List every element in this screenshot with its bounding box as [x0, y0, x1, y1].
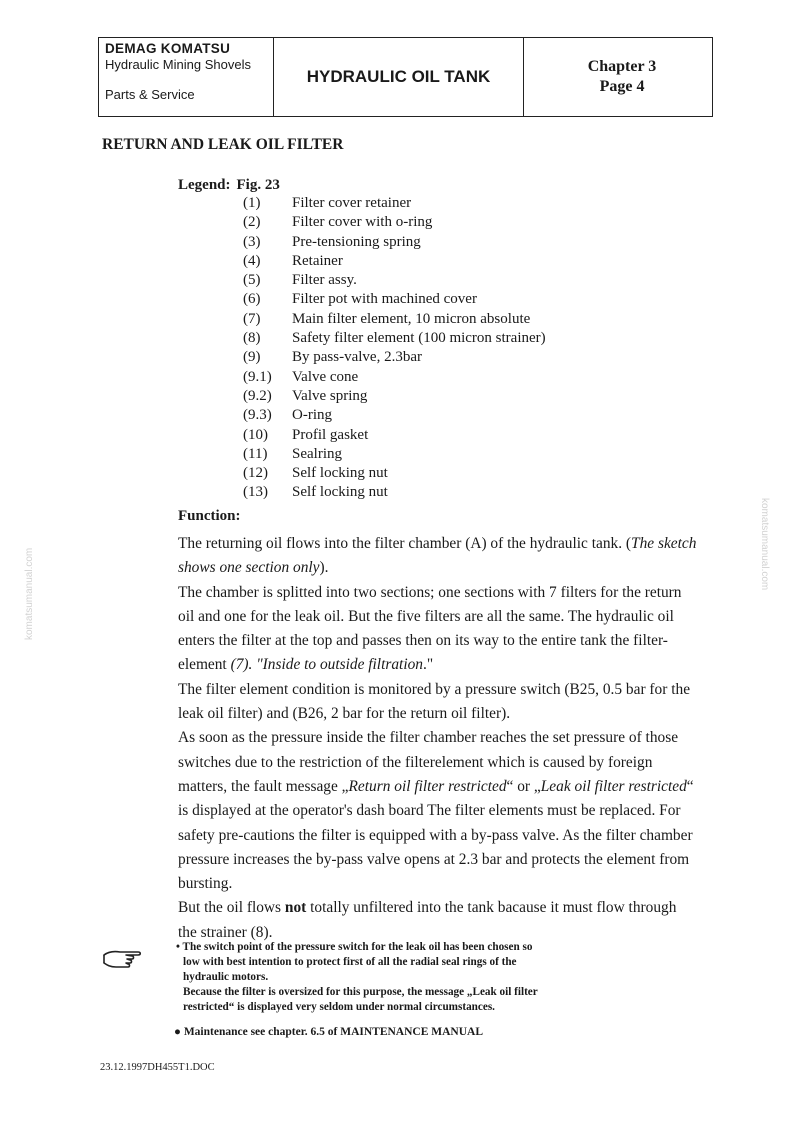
legend-item-number: (9.3)	[243, 407, 272, 424]
legend-item	[243, 271, 546, 290]
page-label: Page 4	[599, 78, 645, 95]
paragraph: The filter element condition is monitored by a pressure switch (B25, 0.5 bar for the leak oil filter) and (B26, 2 bar for the return oil filter).	[178, 680, 691, 723]
legend-item	[243, 310, 546, 329]
pointing-hand-icon	[102, 946, 144, 972]
legend-item-text: Main filter element, 10 micron absolute	[292, 310, 531, 327]
legend-item-text: Safety filter element (100 micron strainer)	[292, 330, 546, 347]
text-run: The returning oil flows into the filter chamber (A) of the hydraulic tank. (	[178, 535, 632, 552]
legend-item	[243, 483, 546, 502]
header-subtitle: Hydraulic Mining Shovels	[105, 57, 251, 72]
section-title: RETURN AND LEAK OIL FILTER	[102, 136, 344, 153]
legend-item-number: (12)	[243, 465, 268, 482]
legend-item-number: (7)	[243, 310, 261, 327]
legend-item-text: Valve cone	[292, 368, 359, 385]
legend-heading	[178, 177, 286, 194]
note-line: hydraulic motors.	[183, 971, 269, 983]
text-run: As soon as the pressure inside the filter chamber reaches the set pressure of those switches due to the restriction of the filterelement which is caused by foreign matters, the fault message „	[178, 729, 679, 795]
legend-item-number: (8)	[243, 330, 261, 347]
legend-item-number: (9)	[243, 349, 261, 366]
note-line: restricted“ is displayed very seldom under normal circumstances.	[183, 1001, 495, 1013]
text-run: But the oil flows	[178, 899, 285, 917]
text-run: “ or „	[506, 777, 541, 795]
legend-item-number: (4)	[243, 252, 261, 269]
paragraph	[178, 532, 698, 581]
legend-label: Legend:	[178, 177, 231, 193]
legend-item-text: Pre-tensioning spring	[292, 233, 421, 250]
legend-item-text: By pass-valve, 2.3bar	[292, 349, 422, 366]
text-run: totally unfiltered into the tank bacause it must flow through the strainer (8).	[178, 899, 677, 941]
legend-item	[243, 329, 546, 348]
legend-item	[243, 194, 546, 213]
legend-item-text: Filter assy.	[292, 272, 357, 289]
legend-item	[243, 290, 546, 309]
legend-item-number: (9.1)	[243, 368, 272, 385]
text-run-italic: Return oil filter restricted	[348, 777, 507, 795]
maintenance-reference: ● Maintenance see chapter. 6.5 of MAINTENANCE MANUAL	[174, 1026, 484, 1038]
legend-item-number: (6)	[243, 291, 261, 308]
legend-item-text: Self locking nut	[292, 465, 388, 482]
legend-item-text: Sealring	[292, 445, 342, 462]
legend-item-number: (1)	[243, 195, 261, 211]
brand-logo: DEMAG KOMATSU	[105, 41, 231, 56]
legend-item-number: (5)	[243, 272, 261, 289]
legend-item-text: O-ring	[292, 407, 332, 424]
function-body	[178, 532, 698, 945]
legend-item-number: (10)	[243, 426, 268, 443]
text-run: ."	[422, 656, 434, 674]
legend-item-text: Filter cover retainer	[292, 195, 412, 211]
legend-item-text: Filter pot with machined cover	[292, 291, 477, 308]
legend-item-number: (3)	[243, 233, 261, 250]
legend-item	[243, 252, 546, 271]
legend-item-number: (9.2)	[243, 387, 272, 404]
header-company-block	[99, 38, 274, 116]
paragraph	[178, 581, 698, 678]
note-line: • The switch point of the pressure switch for the leak oil has been chosen so	[176, 941, 533, 953]
document-header	[98, 37, 713, 117]
legend-item-number: (13)	[243, 484, 268, 501]
text-run: ).	[319, 559, 329, 577]
header-department: Parts & Service	[105, 87, 195, 102]
header-chapter-block	[524, 38, 712, 116]
legend-item-number: (11)	[243, 445, 268, 462]
legend-item	[243, 464, 546, 483]
legend-item	[243, 348, 546, 367]
legend-item	[243, 445, 546, 464]
legend-item	[243, 406, 546, 425]
legend-item	[243, 387, 546, 406]
legend-item	[243, 233, 546, 252]
legend-item-number: (2)	[243, 214, 261, 231]
function-heading: Function:	[178, 508, 241, 524]
note-line: Because the filter is oversized for this purpose, the message „Leak oil filter	[183, 986, 538, 998]
text-run-italic: (7). "Inside to outside filtration	[230, 656, 423, 674]
legend-list	[243, 194, 546, 503]
legend-item-text: Filter cover with o-ring	[292, 214, 433, 231]
note-line: low with best intention to protect first of all the radial seal rings of the	[183, 956, 517, 968]
paragraph	[178, 896, 698, 945]
text-run-italic: The sketch shows one section only	[178, 535, 697, 577]
paragraph	[178, 726, 698, 896]
text-run: The chamber is splitted into two sections; one sections with 7 filters for the return oil and one for the leak oil. But the five filters are all the same. The hydraulic oil enters the filter at the top and passes then on its way to the entire tank the filter-element	[178, 583, 682, 674]
legend-figure-ref: Fig. 23	[236, 177, 280, 193]
document-footer: 23.12.1997DH455T1.DOC	[100, 1062, 215, 1073]
legend-item	[243, 426, 546, 445]
legend-item-text: Retainer	[292, 252, 343, 269]
watermark-right: komatsumanual.com	[759, 498, 770, 591]
text-run-bold: not	[284, 899, 307, 917]
legend-item-text: Self locking nut	[292, 484, 388, 501]
watermark-left: komatsumanual.com	[24, 547, 35, 640]
text-run: “ is displayed at the operator's dash board The filter elements must be replaced. For safety pre-cautions the filter is equipped with a by-pass valve. As the filter chamber pressure increases the by-pass valve opens at 2.3 bar and protects the element from bursting.	[178, 777, 694, 893]
chapter-label: Chapter 3	[587, 58, 657, 75]
legend-item	[243, 213, 546, 232]
note-block	[176, 940, 646, 1015]
legend-item-text: Profil gasket	[292, 426, 369, 443]
text-run-italic: Leak oil filter restricted	[540, 777, 687, 795]
legend-item	[243, 368, 546, 387]
legend-item-text: Valve spring	[292, 387, 368, 404]
header-title: HYDRAULIC OIL TANK	[274, 38, 524, 116]
